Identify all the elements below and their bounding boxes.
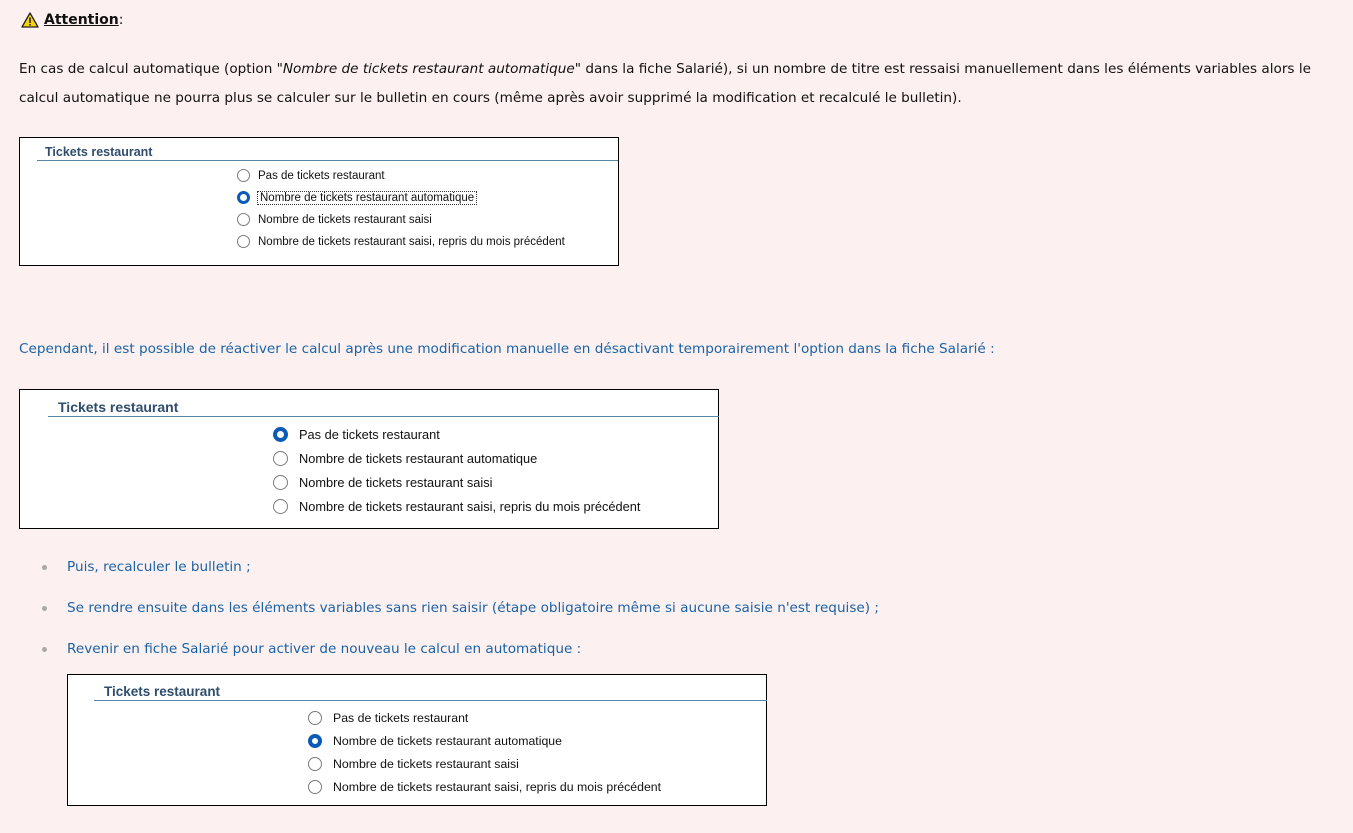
- radio-label: Nombre de tickets restaurant saisi, repris du mois précédent: [333, 780, 662, 794]
- radio-label: Pas de tickets restaurant: [299, 427, 440, 442]
- radio-option-automatic[interactable]: [273, 451, 537, 466]
- intro-paragraph: [19, 55, 1344, 112]
- radio-label: Nombre de tickets restaurant automatique: [260, 191, 475, 204]
- radio-option-automatic[interactable]: [237, 191, 476, 204]
- radio-button[interactable]: [273, 499, 288, 514]
- radio-label: Nombre de tickets restaurant automatique: [299, 451, 538, 466]
- intro-text-before: En cas de calcul automatique (option: [19, 61, 277, 77]
- list-item: Revenir en fiche Salarié pour activer de nouveau le calcul en automatique :: [40, 637, 879, 678]
- radio-button-selected[interactable]: [237, 191, 250, 204]
- radio-label: Nombre de tickets restaurant saisi: [258, 213, 432, 226]
- radio-button-selected[interactable]: [308, 734, 322, 748]
- radio-label: Nombre de tickets restaurant saisi, repris du mois précédent: [258, 235, 565, 248]
- attention-heading: [21, 12, 123, 28]
- radio-label: Nombre de tickets restaurant saisi, repris du mois précédent: [299, 499, 641, 514]
- panel-title: Tickets restaurant: [94, 684, 767, 701]
- radio-button[interactable]: [237, 213, 250, 226]
- radio-label: Pas de tickets restaurant: [333, 711, 469, 725]
- radio-option-entered[interactable]: [237, 213, 432, 226]
- radio-button[interactable]: [237, 235, 250, 248]
- list-item: Puis, recalculer le bulletin ;: [40, 555, 879, 596]
- radio-option-previous-month[interactable]: [237, 235, 565, 248]
- radio-option-entered[interactable]: [308, 757, 519, 771]
- radio-button[interactable]: [273, 451, 288, 466]
- radio-button[interactable]: [308, 711, 322, 725]
- steps-list: [40, 555, 879, 678]
- radio-option-none[interactable]: [237, 169, 385, 182]
- tickets-panel-before: [19, 137, 619, 266]
- radio-label: Nombre de tickets restaurant automatique: [333, 734, 562, 748]
- radio-option-automatic[interactable]: [308, 734, 562, 748]
- radio-option-previous-month[interactable]: [308, 780, 661, 794]
- radio-button[interactable]: [308, 757, 322, 771]
- radio-button-selected[interactable]: [273, 427, 288, 442]
- panel-title: Tickets restaurant: [48, 399, 719, 417]
- list-item: Se rendre ensuite dans les éléments variables sans rien saisir (étape obligatoire même si aucune saisie n'est requise) ;: [40, 596, 879, 637]
- radio-button[interactable]: [273, 475, 288, 490]
- radio-option-none[interactable]: [273, 427, 440, 442]
- radio-option-entered[interactable]: [273, 475, 492, 490]
- tickets-panel-disabled: [19, 389, 719, 529]
- radio-button[interactable]: [308, 780, 322, 794]
- radio-label: Pas de tickets restaurant: [258, 169, 385, 182]
- intro-option-name: "Nombre de tickets restaurant automatique": [276, 61, 581, 77]
- attention-colon: :: [118, 12, 124, 28]
- radio-option-none[interactable]: [308, 711, 468, 725]
- attention-label: Attention: [44, 12, 119, 28]
- radio-label: Nombre de tickets restaurant saisi: [299, 475, 493, 490]
- however-paragraph: Cependant, il est possible de réactiver le calcul après une modification manuelle en désactivant temporairement l'option dans la fiche Salarié :: [19, 341, 995, 357]
- radio-label: Nombre de tickets restaurant saisi: [333, 757, 519, 771]
- radio-option-previous-month[interactable]: [273, 499, 640, 514]
- tickets-panel-after: [67, 674, 767, 806]
- warning-icon: [21, 12, 39, 28]
- radio-button[interactable]: [237, 169, 250, 182]
- intro-text-after: dans la fiche Salarié), si un nombre de titre est ressaisi manuellement dans les éléments variables alors le calcul automatique ne pourra plus se calculer sur le bulletin en cours (même après avoir supprimé la modification et recalculé le bulletin).: [19, 61, 1311, 106]
- panel-title: Tickets restaurant: [37, 145, 618, 161]
